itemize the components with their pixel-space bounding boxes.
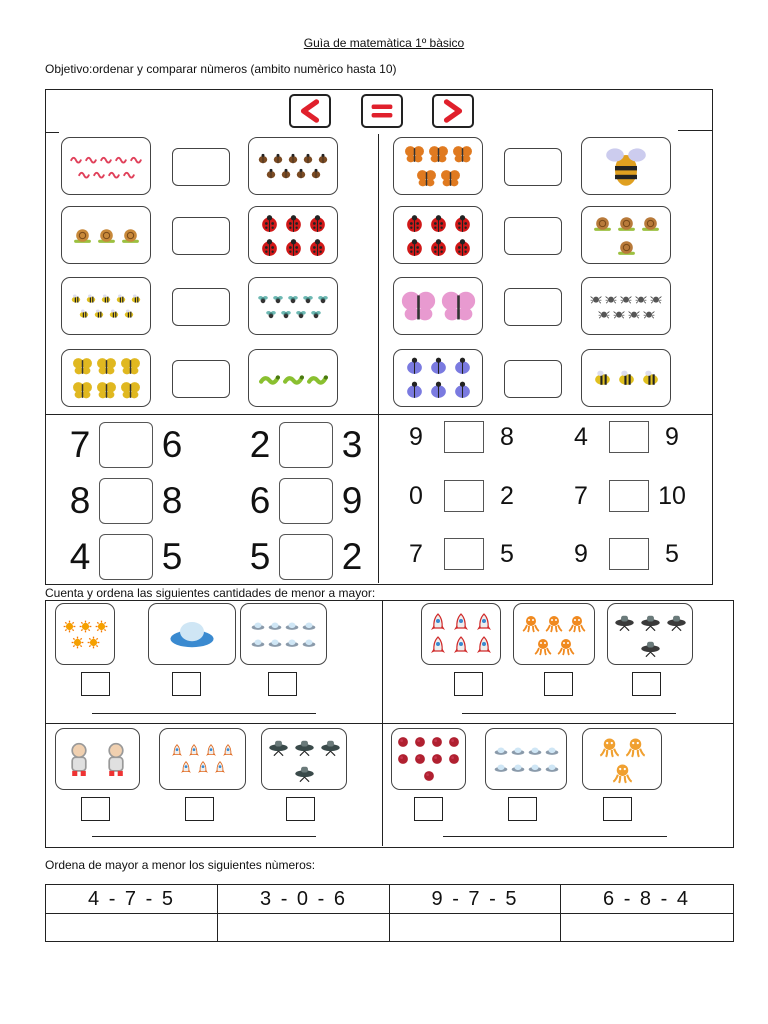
snail-icon — [616, 213, 637, 234]
order-answer-box[interactable] — [454, 672, 483, 696]
rocket-icon — [474, 636, 494, 656]
beetle-icon — [295, 168, 307, 180]
ladybug-icon — [428, 213, 449, 234]
bee-icon — [640, 368, 661, 389]
comparison-answer-box[interactable] — [609, 480, 649, 512]
satellite-icon — [639, 610, 662, 633]
rocket-icon — [213, 761, 227, 775]
comparison-answer-box[interactable] — [279, 478, 333, 524]
equals-icon — [367, 98, 397, 124]
rocket-icon — [428, 636, 448, 656]
ufo-icon — [494, 761, 508, 775]
compare-answer-box[interactable] — [172, 288, 230, 326]
ufo-icon — [268, 619, 282, 633]
fly-icon — [302, 293, 314, 305]
number-a: 4 — [69, 536, 91, 577]
greater-than-symbol — [432, 94, 474, 128]
planet-icon — [430, 752, 444, 766]
comparison-answer-box[interactable] — [279, 422, 333, 468]
equals-symbol — [361, 94, 403, 128]
order-answer-box[interactable] — [286, 797, 315, 821]
number-b: 6 — [161, 424, 183, 465]
spider-icon — [590, 293, 602, 305]
number-b: 10 — [658, 482, 686, 510]
quantity-card — [421, 603, 501, 665]
alien-icon — [556, 636, 576, 656]
picture-card — [248, 206, 338, 264]
comparison-answer-box[interactable] — [279, 534, 333, 580]
answer-line[interactable] — [443, 836, 667, 837]
bee-icon — [70, 293, 82, 305]
alien-icon — [567, 613, 587, 633]
beetle-icon — [257, 153, 269, 165]
snail-icon — [96, 225, 117, 246]
number-a: 8 — [69, 480, 91, 521]
ufo-icon — [251, 636, 265, 650]
order-answer-box[interactable] — [172, 672, 201, 696]
planet-icon — [447, 752, 461, 766]
picture-card — [393, 137, 483, 195]
butterfly-icon — [440, 288, 477, 325]
comparison-answer-box[interactable] — [444, 421, 484, 453]
picture-card — [61, 137, 151, 195]
comparison-answer-box[interactable] — [609, 421, 649, 453]
rocket-icon — [196, 761, 210, 775]
picture-card — [581, 137, 671, 195]
caterpillar-icon — [259, 368, 280, 389]
order-answer-box[interactable] — [185, 797, 214, 821]
number-set-cell: 6 - 8 - 4 — [603, 888, 690, 910]
number-a: 6 — [249, 480, 271, 521]
bee-icon — [592, 368, 613, 389]
alien-icon — [598, 735, 621, 758]
beetle-icon — [428, 356, 449, 377]
butterfly-icon — [416, 168, 437, 189]
spider-icon — [613, 308, 625, 320]
compare-answer-box[interactable] — [504, 217, 562, 255]
worm-icon — [123, 168, 135, 180]
picture-card — [61, 206, 151, 264]
number-set-cell: 9 - 7 - 5 — [431, 888, 519, 910]
comparison-answer-box[interactable] — [99, 478, 153, 524]
ladybug-icon — [452, 213, 473, 234]
comparison-answer-box[interactable] — [99, 422, 153, 468]
number-b: 5 — [500, 540, 514, 568]
fly-icon — [257, 293, 269, 305]
number-b: 3 — [341, 424, 363, 465]
fly-icon — [310, 308, 322, 320]
beetle-icon — [404, 380, 425, 401]
planet-icon — [447, 735, 461, 749]
compare-answer-box[interactable] — [172, 217, 230, 255]
top-divider-left — [45, 132, 59, 133]
butterfly-icon — [400, 288, 437, 325]
alien-icon — [611, 761, 634, 784]
ufo-icon — [302, 636, 316, 650]
bee-icon — [93, 308, 105, 320]
satellite-icon — [665, 610, 688, 633]
number-b: 2 — [341, 536, 363, 577]
ufo-icon — [545, 761, 559, 775]
number-b: 8 — [161, 480, 183, 521]
alien-icon — [544, 613, 564, 633]
sun-icon — [63, 620, 76, 633]
ufo-icon — [285, 636, 299, 650]
planet-icon — [396, 735, 410, 749]
sun-icon — [79, 620, 92, 633]
bee-icon — [78, 308, 90, 320]
rocket-icon — [187, 744, 201, 758]
section-order-numbers-label: Ordena de mayor a menor los siguientes nùmeros: — [45, 858, 316, 872]
beetle-icon — [317, 153, 329, 165]
beetle-icon — [302, 153, 314, 165]
spider-icon — [598, 308, 610, 320]
quantity-card — [607, 603, 693, 665]
order-answer-box[interactable] — [603, 797, 632, 821]
quantity-card — [55, 603, 115, 665]
beetle-icon — [265, 168, 277, 180]
comparison-answer-box[interactable] — [99, 534, 153, 580]
comparison-answer-box[interactable] — [444, 480, 484, 512]
ladybug-icon — [283, 237, 304, 258]
ladybug-icon — [428, 237, 449, 258]
rocket-icon — [170, 744, 184, 758]
beetle-icon — [428, 380, 449, 401]
ufo-icon — [528, 761, 542, 775]
comparison-answer-box[interactable] — [444, 538, 484, 570]
beetle-icon — [310, 168, 322, 180]
fly-icon — [265, 308, 277, 320]
ladybug-icon — [259, 237, 280, 258]
picture-card — [581, 277, 671, 335]
snail-icon — [640, 213, 661, 234]
beetle-icon — [404, 356, 425, 377]
order-answer-box[interactable] — [268, 672, 297, 696]
ufo-icon — [285, 619, 299, 633]
section2-horizontal-divider — [45, 723, 733, 724]
answer-line[interactable] — [462, 713, 676, 714]
number-b: 5 — [161, 536, 183, 577]
worm-icon — [108, 168, 120, 180]
picture-card — [248, 137, 338, 195]
answer-cell[interactable] — [46, 914, 217, 940]
snail-icon — [72, 225, 93, 246]
greater-than-icon — [438, 98, 468, 124]
rocket-icon — [204, 744, 218, 758]
rocket-icon — [474, 613, 494, 633]
compare-answer-box[interactable] — [504, 360, 562, 398]
number-a: 9 — [409, 423, 423, 451]
quantity-card — [391, 728, 466, 790]
compare-answer-box[interactable] — [172, 148, 230, 186]
ufo-icon — [302, 619, 316, 633]
caterpillar-icon — [283, 368, 304, 389]
butterfly-icon — [120, 380, 141, 401]
vertical-divider — [378, 134, 379, 583]
butterfly-icon — [428, 144, 449, 165]
ladybug-icon — [283, 213, 304, 234]
satellite-icon — [293, 735, 316, 758]
rocket-icon — [221, 744, 235, 758]
answer-cell[interactable] — [390, 914, 560, 940]
ufo-icon — [251, 619, 265, 633]
less-than-icon — [295, 98, 325, 124]
horizontal-divider — [45, 414, 712, 415]
satellite-icon — [613, 610, 636, 633]
worm-icon — [100, 153, 112, 165]
fly-icon — [287, 293, 299, 305]
caterpillar-icon — [307, 368, 328, 389]
sun-icon — [95, 620, 108, 633]
bee-icon — [616, 368, 637, 389]
objective-text: Objetivo:ordenar y comparar nùmeros (ambito numèrico hasta 10) — [45, 62, 397, 76]
planet-icon — [396, 752, 410, 766]
number-a: 7 — [574, 482, 588, 510]
compare-answer-box[interactable] — [172, 360, 230, 398]
number-a: 2 — [249, 424, 271, 465]
number-set-cell: 4 - 7 - 5 — [88, 888, 175, 910]
rocket-icon — [451, 636, 471, 656]
ladybug-icon — [404, 213, 425, 234]
quantity-card — [261, 728, 347, 790]
picture-card — [248, 277, 338, 335]
spider-icon — [605, 293, 617, 305]
snail-icon — [120, 225, 141, 246]
number-a: 4 — [574, 423, 588, 451]
ladybug-icon — [404, 237, 425, 258]
compare-answer-box[interactable] — [504, 288, 562, 326]
alien-icon — [624, 735, 647, 758]
less-than-symbol — [289, 94, 331, 128]
rocket-icon — [428, 613, 448, 633]
ufo-icon — [511, 744, 525, 758]
quantity-card — [159, 728, 246, 790]
order-answer-box[interactable] — [632, 672, 661, 696]
worm-icon — [70, 153, 82, 165]
spider-icon — [643, 308, 655, 320]
beetle-icon — [272, 153, 284, 165]
astronaut-icon — [62, 742, 96, 776]
beetle-icon — [452, 380, 473, 401]
snail-icon — [592, 213, 613, 234]
butterfly-icon — [96, 356, 117, 377]
ufo-icon — [494, 744, 508, 758]
picture-card — [393, 349, 483, 407]
sun-icon — [87, 636, 100, 649]
astronaut-icon — [99, 742, 133, 776]
beetle-icon — [287, 153, 299, 165]
snail-icon — [616, 237, 637, 258]
butterfly-icon — [72, 356, 93, 377]
number-a: 7 — [409, 540, 423, 568]
quantity-card — [582, 728, 662, 790]
quantity-card — [55, 728, 140, 790]
picture-card — [393, 206, 483, 264]
quantity-card — [485, 728, 567, 790]
spider-icon — [635, 293, 647, 305]
picture-card — [393, 277, 483, 335]
butterfly-icon — [96, 380, 117, 401]
satellite-icon — [293, 761, 316, 784]
worm-icon — [93, 168, 105, 180]
quantity-card — [513, 603, 595, 665]
planet-icon — [422, 769, 436, 783]
ladybug-icon — [452, 237, 473, 258]
number-b: 2 — [500, 482, 514, 510]
worm-icon — [115, 153, 127, 165]
planet-icon — [413, 735, 427, 749]
ladybug-icon — [259, 213, 280, 234]
ufo-icon — [545, 744, 559, 758]
butterfly-icon — [440, 168, 461, 189]
ufo-icon — [511, 761, 525, 775]
ladybug-icon — [307, 237, 328, 258]
ufo-icon — [268, 636, 282, 650]
planet-icon — [413, 752, 427, 766]
answer-cell[interactable] — [218, 914, 389, 940]
sun-icon — [71, 636, 84, 649]
bee-icon — [100, 293, 112, 305]
alien-icon — [533, 636, 553, 656]
spider-icon — [620, 293, 632, 305]
number-a: 0 — [409, 482, 423, 510]
answer-line[interactable] — [92, 713, 316, 714]
spider-icon — [650, 293, 662, 305]
order-answer-box[interactable] — [81, 672, 110, 696]
fly-icon — [280, 308, 292, 320]
order-answer-box[interactable] — [508, 797, 537, 821]
number-b: 5 — [665, 540, 679, 568]
ufo-icon — [528, 744, 542, 758]
order-answer-box[interactable] — [414, 797, 443, 821]
satellite-icon — [639, 636, 662, 659]
alien-icon — [521, 613, 541, 633]
rocket-icon — [179, 761, 193, 775]
fly-icon — [295, 308, 307, 320]
quantity-card — [148, 603, 236, 665]
bee-icon — [130, 293, 142, 305]
compare-answer-box[interactable] — [504, 148, 562, 186]
number-set-cell: 3 - 0 - 6 — [260, 888, 347, 910]
bee-icon — [123, 308, 135, 320]
satellite-icon — [267, 735, 290, 758]
number-a: 7 — [69, 424, 91, 465]
ufo-icon — [168, 610, 216, 658]
number-b: 9 — [665, 423, 679, 451]
beetle-icon — [280, 168, 292, 180]
spider-icon — [628, 308, 640, 320]
butterfly-icon — [404, 144, 425, 165]
fly-icon — [317, 293, 329, 305]
ladybug-icon — [307, 213, 328, 234]
wasp-icon — [604, 144, 648, 188]
order-answer-box[interactable] — [544, 672, 573, 696]
comparison-answer-box[interactable] — [609, 538, 649, 570]
number-a: 9 — [574, 540, 588, 568]
answer-cell[interactable] — [561, 914, 732, 940]
picture-card — [581, 206, 671, 264]
answer-line[interactable] — [92, 836, 316, 837]
quantity-card — [240, 603, 327, 665]
rocket-icon — [451, 613, 471, 633]
picture-card — [248, 349, 338, 407]
satellite-icon — [319, 735, 342, 758]
picture-card — [61, 349, 151, 407]
butterfly-icon — [120, 356, 141, 377]
fly-icon — [272, 293, 284, 305]
top-divider-right — [678, 130, 712, 131]
bee-icon — [115, 293, 127, 305]
worksheet-title: Guìa de matemàtica 1º bàsico — [303, 36, 465, 50]
number-a: 5 — [249, 536, 271, 577]
order-answer-box[interactable] — [81, 797, 110, 821]
planet-icon — [430, 735, 444, 749]
bee-icon — [108, 308, 120, 320]
section-order-quantities-label: Cuenta y ordena las siguientes cantidades de menor a mayor: — [45, 586, 376, 600]
worm-icon — [78, 168, 90, 180]
worm-icon — [130, 153, 142, 165]
worm-icon — [85, 153, 97, 165]
number-b: 8 — [500, 423, 514, 451]
beetle-icon — [452, 356, 473, 377]
butterfly-icon — [72, 380, 93, 401]
picture-card — [61, 277, 151, 335]
number-b: 9 — [341, 480, 363, 521]
bee-icon — [85, 293, 97, 305]
butterfly-icon — [452, 144, 473, 165]
picture-card — [581, 349, 671, 407]
